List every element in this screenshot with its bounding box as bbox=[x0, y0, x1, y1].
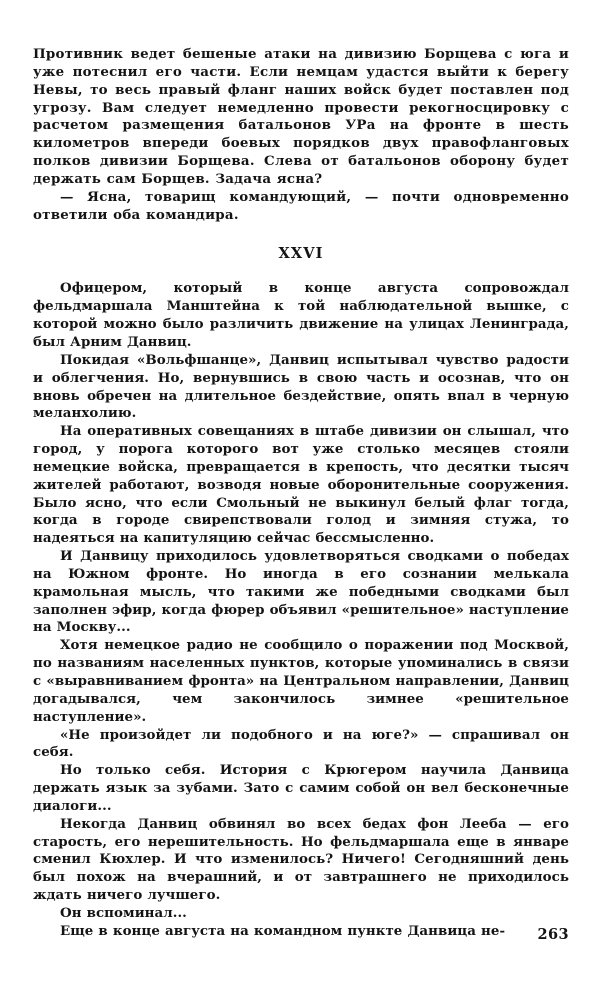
chapter-number-heading: XXVI bbox=[278, 245, 324, 263]
reply-paragraph: — Ясна, товарищ командующий, — почти одновременно ответили оба командира. bbox=[33, 188, 569, 223]
body-paragraph-2: Покидая «Вольфшанце», Данвиц испытывал чувство радости и облегчения. Но, вернувшись в свою часть и осознав, что он вновь обречен на длительное бездействие, опять впал в черную меланхолию. bbox=[33, 351, 569, 422]
body-paragraph-9: Он вспоминал... bbox=[60, 904, 187, 921]
page-text-block bbox=[33, 46, 569, 941]
page-number: 263 bbox=[537, 926, 569, 943]
body-paragraph-5: Хотя немецкое радио не сообщило о поражении под Москвой, по названиям населенных пунктов, которые упоминались в связи с «выравниванием фронта» на Центральном направлении, Данвиц догадывался, чем закончилось зимнее «решительное наступление». bbox=[33, 637, 569, 725]
body-paragraph-10: Еще в конце августа на командном пункте Данвица не- bbox=[60, 922, 506, 939]
body-paragraph-4: И Данвицу приходилось удовлетворяться сводками о победах на Южном фронте. Но иногда в его сознании мелькала крамольная мысль, что такими же победными сводками был заполнен эфир, когда фюрер объявил «решительное» наступление на Москву... bbox=[33, 548, 569, 636]
body-paragraph-6: «Не произойдет ли подобного и на юге?» — спрашивал он себя. bbox=[33, 726, 569, 761]
order-paragraph: Противник ведет бешеные атаки на дивизию Борщева с юга и уже потеснил его части. Если немцам удастся выйти к берегу Невы, то весь правый фланг наших войск будет поставлен под угрозу. Вам следует немедленно провести рекогносцировку с расчетом размещения батальонов УРа на фронте в шесть километров впереди боевых порядков двух правофланговых полков дивизии Борщева. Слева от батальонов оборону будет держать сам Борщев. Задача ясна? bbox=[33, 46, 569, 187]
body-paragraph-7: Но только себя. История с Крюгером научила Данвица держать язык за зубами. Зато с самим собой он вел бесконечные диалоги... bbox=[33, 762, 569, 814]
body-paragraph-8: Некогда Данвиц обвинял во всех бедах фон Лееба — его старость, его нерешительность. Но фельдмаршала еще в январе сменил Кюхлер. И что изменилось? Ничего! Сегодняшний день был похож на вчерашний, и от завтрашнего не приходилось ждать ничего лучшего. bbox=[33, 815, 569, 904]
body-paragraph-3: На оперативных совещаниях в штабе дивизии он слышал, что город, у порога которого вот уже столько месяцев стояли немецкие войска, превращается в крепость, что десятки тысяч жителей работают, возводя новые оборонительные сооружения. Было ясно, что если Смольный не выкинул белый флаг тогда, когда в городе свирепствовали голод и зимняя стужа, то надеяться на капитуляцию сейчас бессмысленно. bbox=[33, 423, 569, 547]
body-paragraph-1: Офицером, который в конце августа сопровождал фельдмаршала Манштейна к той наблюдательной вышке, с которой можно было различить движение на улицах Ленинграда, был Арним Данвиц. bbox=[33, 280, 569, 350]
